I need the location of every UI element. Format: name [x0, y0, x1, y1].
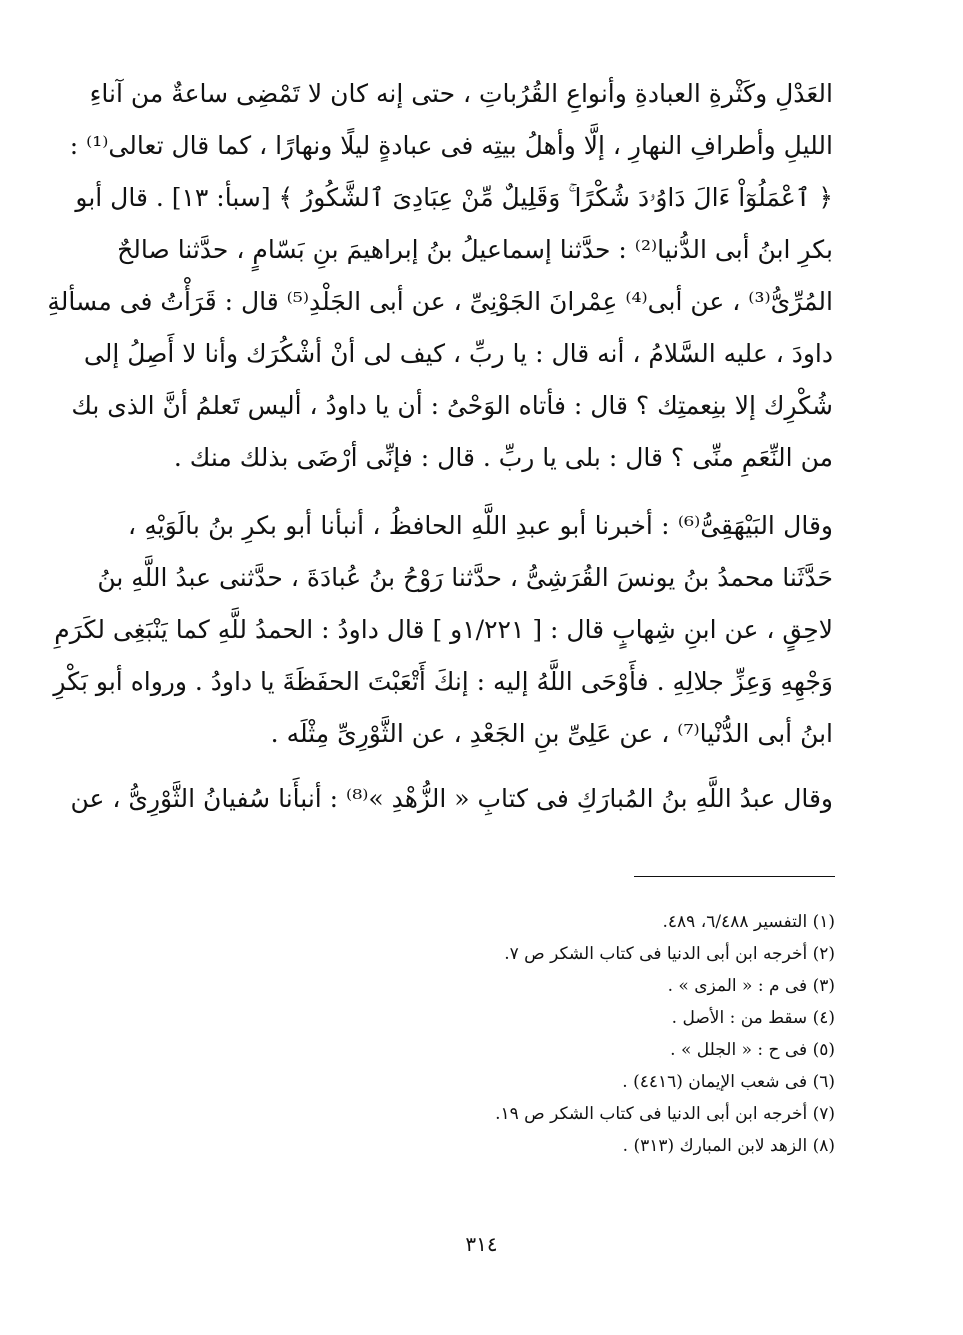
main-text [47, 68, 833, 825]
footnote: (١) التفسير ٦/٤٨٨، ٤٨٩. [662, 912, 835, 932]
footnote: (٤) سقط من : الأصل . [671, 1008, 835, 1028]
text-line: بكرِ ابنُ أبى الدُّنيا⁽²⁾ : حدَّثنا إسماعيلُ بنُ إبراهيمَ بنِ بَسّامٍ ، حدَّثنا صالحٌ [117, 235, 833, 264]
quran-verse-line: ﴿ ٱعْمَلُوٓاْ ءَالَ دَاوُۥدَ شُكْرًا ۚ وَقَلِيلٌ مِّنْ عِبَادِىَ ٱلشَّكُورُ ﴾ [سبأ: ١٣] . قال أبو [75, 183, 833, 212]
paragraph-start-line: وقال البَيْهَقِىُّ⁽⁶⁾ : أخبرنا أبو عبدِ اللَّهِ الحافظُ ، أنبأنا أبو بكرِ بنُ بالَوَيْهِ ، [128, 511, 833, 540]
text-line: شُكْرِك إلا بنِعمتِك ؟ قال : فأتاه الوَحْىُ : أن يا داودُ ، أليس تَعلمُ أنَّ الذى بك [71, 391, 833, 420]
footnote: (٥) فى ح : « الجلل » . [670, 1040, 835, 1060]
footnote: (٦) فى شعب الإيمان (٤٤١٦) . [622, 1072, 835, 1092]
text-line: من النِّعَمِ منِّى ؟ قال : بلى يا ربِّ . قال : فإنِّى أرْضَى بذلك منك . [173, 443, 833, 472]
text-line: حَدَّثَنا محمدُ بنُ يونسَ القُرَشِىُّ ، حدَّثنا رَوْحُ بنُ عُبادَةَ ، حدَّثنى عبدُ اللَّهِ بنُ [97, 563, 833, 592]
paragraph-start-line: وقال عبدُ اللَّهِ بنُ المُبارَكِ فى كتابِ « الزُّهْدِ »⁽⁸⁾ : أنبأَنا سُفيانُ الثَّوْرِىُّ ، عن [70, 784, 833, 813]
text-line: العَدْلِ وكَثْرةِ العبادةِ وأنواعِ القُرُباتِ ، حتى إنه كان لا تَمْضِى ساعةٌ من آناءِ [89, 79, 833, 108]
text-line: وَجْهِهِ وَعِزِّ جلالِهِ . فأَوْحَى اللَّهُ إليه : إنكَ أَتْعَبْتَ الحفَظَةَ يا داودُ . ورواه أبو بَكْرِ [53, 667, 833, 696]
text-line: الليلِ وأطرافِ النهارِ ، إلَّا وأهلُ بيتِه فى عبادةٍ ليلًا ونهارًا ، كما قال تعالى⁽¹⁾ : [69, 131, 833, 160]
footnote: (٧) أخرجه ابن أبى الدنيا فى كتاب الشكر ص ١٩. [495, 1104, 835, 1124]
footnote: (٣) فى م : « المزى » . [667, 976, 835, 996]
footnote: (٨) الزهد لابن المبارك (٣١٣) . [622, 1136, 835, 1156]
text-line: ابنُ أبى الدُّنْيا⁽⁷⁾ ، عن عَلِىِّ بنِ الجَعْدِ ، عن الثَّوْرِىِّ مِثْلَه . [270, 719, 833, 748]
text-line: لاحِقٍ ، عن ابنِ شِهابٍ قال : [ ١/٢٢١و ] قال داودُ : الحمدُ للَّهِ كما يَنْبَغِى لكَرَمِ [54, 615, 833, 644]
text-line: داودَ ، عليه السَّلامُ ، أنه قال : يا ربِّ ، كيف لى أنْ أشْكُرَك وأنا لا أَصِلُ إلى [83, 339, 833, 368]
footnote: (٢) أخرجه ابن أبى الدنيا فى كتاب الشكر ص ٧. [504, 944, 835, 964]
footnote-divider [634, 876, 835, 877]
footnotes [120, 906, 835, 1162]
text-line: المُرِّىُّ⁽³⁾ ، عن أبى⁽⁴⁾ عِمْرانَ الجَوْنِىِّ ، عن أبى الجَلْدِ⁽⁵⁾ قال : قَرَأْتُ فى مسألةِ [47, 287, 833, 316]
page-number: ٣١٤ [465, 1232, 498, 1256]
